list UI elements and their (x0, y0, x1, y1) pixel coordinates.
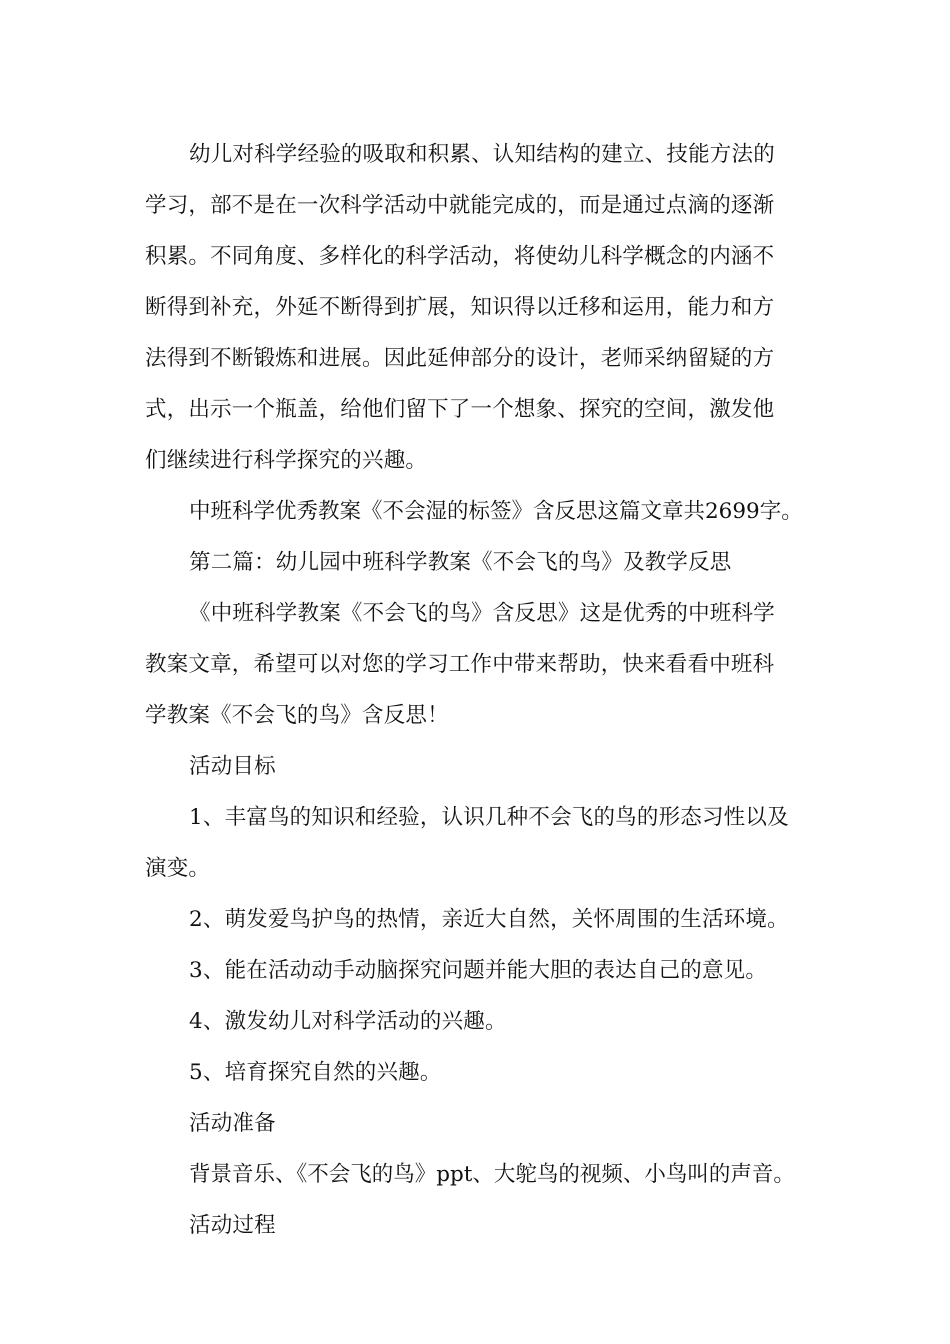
section-title: 第二篇：幼儿园中班科学教案《不会飞的鸟》及教学反思 (189, 550, 732, 575)
list-item-line: 3、能在活动动手动脑探究问题并能大胆的表达自己的意见。 (189, 958, 768, 983)
list-item-goal-4 (145, 996, 815, 1047)
list-item-goal-2 (145, 894, 815, 945)
heading-activity-preparation (145, 1098, 815, 1149)
paragraph-line: 幼儿对科学经验的吸取和积累、认知结构的建立、技能方法的 (189, 142, 775, 167)
paragraph-line: 中班科学优秀教案《不会湿的标签》含反思这篇文章共2699字。 (189, 499, 803, 524)
document-body (145, 129, 815, 1251)
paragraph-line: 背景音乐、《不会飞的鸟》ppt、大鸵鸟的视频、小鸟叫的声音。 (189, 1162, 795, 1187)
paragraph-word-count (145, 486, 815, 537)
paragraph-line: 学习，部不是在一次科学活动中就能完成的，而是通过点滴的逐渐 (145, 193, 775, 218)
list-item-goal-3 (145, 945, 815, 996)
list-item-line: 演变。 (145, 856, 211, 881)
paragraph-line: 学教案《不会飞的鸟》含反思！ (145, 703, 449, 728)
list-item-line: 2、萌发爱鸟护鸟的热情，亲近大自然，关怀周围的生活环境。 (189, 907, 789, 932)
list-item-goal-1 (145, 792, 815, 894)
section-title-second-article (145, 537, 815, 588)
paragraph-line: 教案文章，希望可以对您的学习工作中带来帮助，快来看看中班科 (145, 652, 775, 677)
section-heading: 活动过程 (189, 1213, 276, 1238)
section-heading: 活动准备 (189, 1111, 276, 1136)
heading-activity-process (145, 1200, 815, 1251)
list-item-line: 1、丰富鸟的知识和经验，认识几种不会飞的鸟的形态习性以及 (189, 805, 789, 830)
paragraph-line: 断得到补充，外延不断得到扩展，知识得以迁移和运用，能力和方 (145, 295, 775, 320)
paragraph-preparation-materials (145, 1149, 815, 1200)
list-item-line: 5、培育探究自然的兴趣。 (189, 1060, 442, 1085)
paragraph-line: 积累。不同角度、多样化的科学活动，将使幼儿科学概念的内涵不 (145, 244, 775, 269)
list-item-line: 4、激发幼儿对科学活动的兴趣。 (189, 1009, 507, 1034)
section-heading: 活动目标 (189, 754, 276, 779)
paragraph-science-experience (145, 129, 815, 486)
paragraph-line: 《中班科学教案《不会飞的鸟》含反思》这是优秀的中班科学 (189, 601, 775, 626)
paragraph-line: 法得到不断锻炼和进展。因此延伸部分的设计，老师采纳留疑的方 (145, 346, 775, 371)
heading-activity-goals (145, 741, 815, 792)
paragraph-article-intro (145, 588, 815, 741)
list-item-goal-5 (145, 1047, 815, 1098)
paragraph-line: 式，出示一个瓶盖，给他们留下了一个想象、探究的空间，激发他 (145, 397, 775, 422)
paragraph-line: 们继续进行科学探究的兴趣。 (145, 448, 428, 473)
